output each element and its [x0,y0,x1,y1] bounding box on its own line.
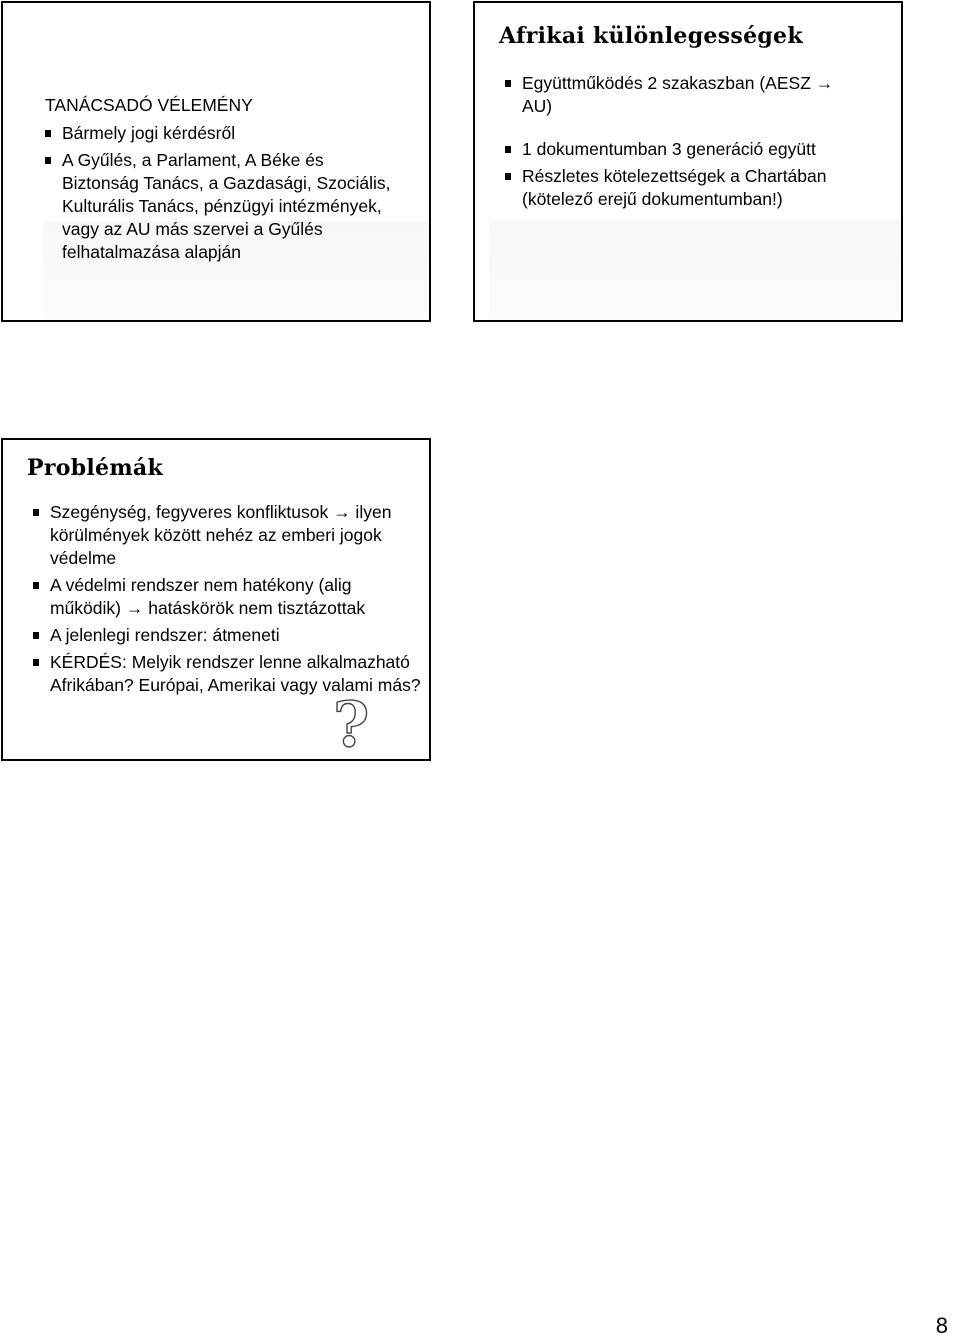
slide-title: Afrikai különlegességek [499,23,803,49]
list-item: A Gyűlés, a Parlament, A Béke és Biztonság Tanács, a Gazdasági, Szociális, Kulturális Tanács, pénzügyi intézmények, vagy az AU más szervei a Gyűlés felhatalmazása alapján [44,149,392,264]
list-item: Szegénység, fegyveres konfliktusok → ilyen körülmények között nehéz az emberi jogok védelme [32,501,426,570]
list-item: A jelenlegi rendszer: átmeneti [32,624,426,647]
slide-tanacsado-velemeny [1,1,431,322]
slide-title: TANÁCSADÓ VÉLEMÉNY [45,95,253,115]
list-item: A védelmi rendszer nem hatékony (alig működik) → hatáskörök nem tisztázottak [32,574,426,620]
question-mark-icon: ? [333,688,370,761]
bullet-list [44,122,392,264]
bullet-list [504,72,854,211]
list-item: KÉRDÉS: Melyik rendszer lenne alkalmazható Afrikában? Európai, Amerikai vagy valami más? [32,651,426,697]
slide-title: Problémák [27,455,164,481]
page-number: 8 [935,1313,948,1338]
bullet-list [32,501,426,697]
list-item: Bármely jogi kérdésről [44,122,392,145]
list-item: Részletes kötelezettségek a Chartában (kötelező erejű dokumentumban!) [504,165,854,211]
list-item: Együttműködés 2 szakaszban (AESZ → AU) [504,72,854,118]
list-item: 1 dokumentumban 3 generáció együtt [504,138,854,161]
slide-afrikai-kulonlegessegek [473,1,903,322]
slide-background-shade [489,219,901,321]
slide-problemak [1,438,431,761]
